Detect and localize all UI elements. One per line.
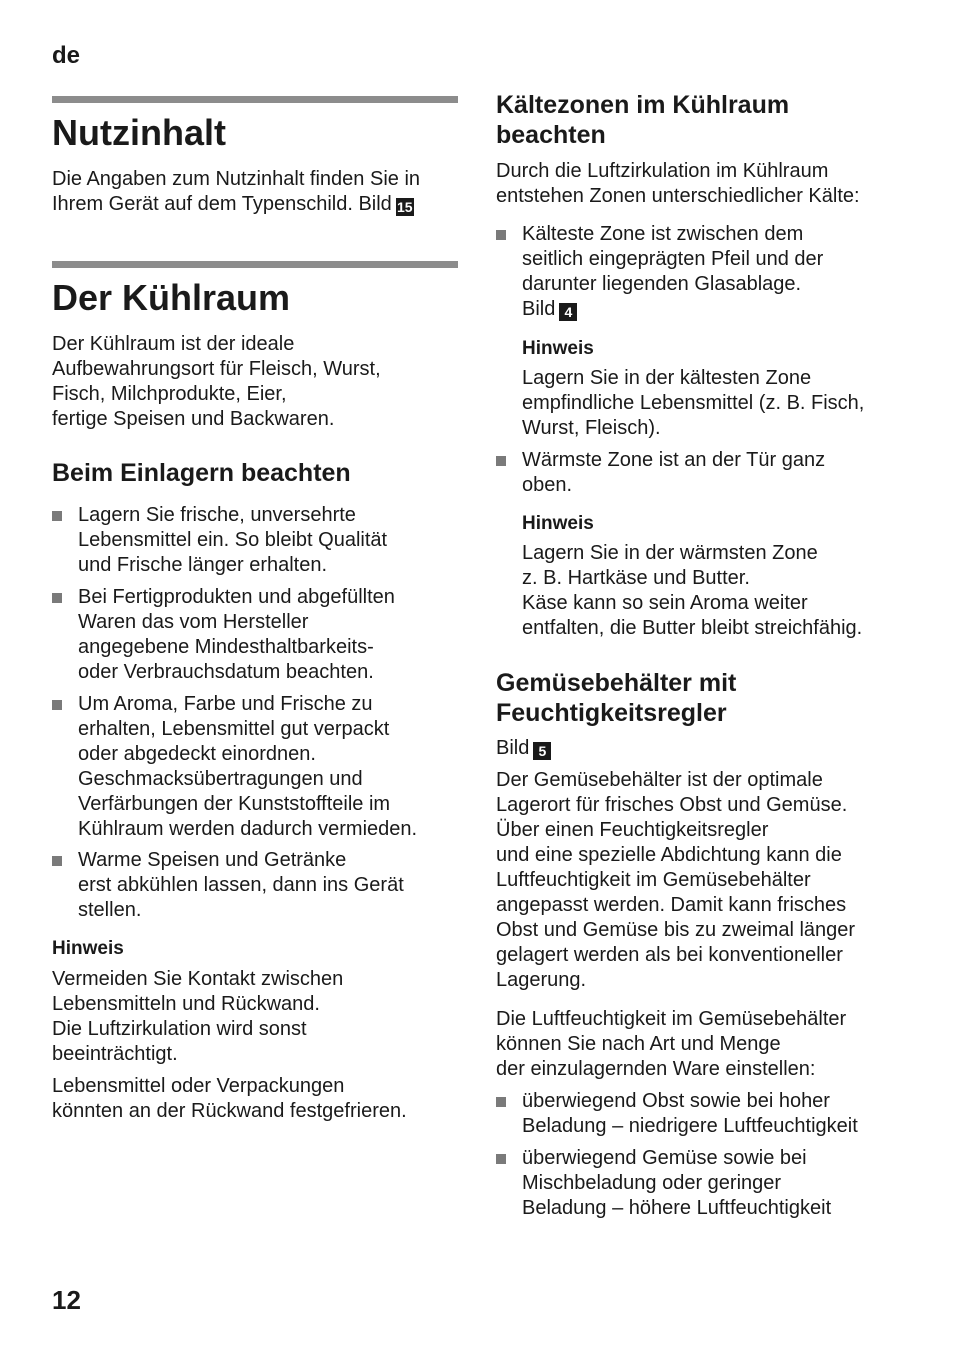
bullet-square-icon xyxy=(496,456,506,466)
gemuese-text: Die Luftfeuchtigkeit im Gemüsebehälter können Sie nach Art und Menge der einzulagernden Ware einstellen: xyxy=(496,1008,847,1080)
figure-ref-badge: 5 xyxy=(533,742,551,760)
subsection-title-einlagern: Beim Einlagern beachten xyxy=(52,459,351,487)
language-tag: de xyxy=(52,42,81,69)
list-item xyxy=(496,1089,908,1139)
list-item xyxy=(496,448,908,498)
note-title: Hinweis xyxy=(52,938,124,959)
list-item-text: überwiegend Gemüse sowie bei Mischbeladung oder geringer Beladung – höhere Luftfeuchtigkeit xyxy=(522,1147,832,1219)
nutzinhalt-text-body: Die Angaben zum Nutzinhalt finden Sie in Ihrem Gerät auf dem Typenschild. Bild xyxy=(52,168,421,215)
gemuese-text: Der Gemüsebehälter ist der optimale Lagerort für frisches Obst und Gemüse. Über einen Feuchtigkeitsregler und eine spezielle Abdichtung kann die Luftfeuchtigkeit im Gemüsebehälter angepasst werden. Damit kann frisches Obst und Gemüse bis zu zweimal länger gelagert werden als bei konventioneller Lagerung. xyxy=(496,769,856,991)
note-title: Hinweis xyxy=(522,513,594,534)
section-title-nutzinhalt: Nutzinhalt xyxy=(52,112,226,153)
bullet-square-icon xyxy=(496,1154,506,1164)
subsection-title-kaeltezonen: Kältezonen im Kühlraum beachten xyxy=(496,91,790,149)
list-item xyxy=(52,692,458,842)
list-item xyxy=(496,1146,908,1221)
list-item-text-body: Kälteste Zone ist zwischen dem seitlich eingeprägten Pfeil und der darunter liegenden Glasablage. xyxy=(522,223,824,295)
list-item xyxy=(52,503,458,578)
note-text: Lagern Sie in der kältesten Zone empfindliche Lebensmittel (z. B. Fisch, Wurst, Fleisch). xyxy=(522,367,865,439)
list-item-text xyxy=(522,222,908,322)
figure-ref-label: Bild xyxy=(522,298,556,320)
figure-ref-line xyxy=(496,736,551,761)
page-number: 12 xyxy=(52,1285,81,1315)
list-item xyxy=(52,848,458,923)
bullet-square-icon xyxy=(496,230,506,240)
note-text: Lagern Sie in der wärmsten Zone z. B. Hartkäse und Butter. Käse kann so sein Aroma weiter entfalten, die Butter bleibt streichfähig. xyxy=(522,542,863,639)
list-item-text: Bei Fertigprodukten und abgefüllten Waren das vom Hersteller angegebene Mindesthaltbarkeits- oder Verbrauchsdatum beachten. xyxy=(78,586,395,683)
nutzinhalt-text xyxy=(52,167,420,217)
list-item xyxy=(496,222,908,322)
list-item-text: Wärmste Zone ist an der Tür ganz oben. xyxy=(522,449,826,496)
section-rule xyxy=(52,261,458,268)
figure-ref-badge: 4 xyxy=(559,303,577,321)
figure-ref-label: Bild xyxy=(496,737,530,759)
bullet-square-icon xyxy=(496,1097,506,1107)
bullet-square-icon xyxy=(52,593,62,603)
note-text: Vermeiden Sie Kontakt zwischen Lebensmitteln und Rückwand. Die Luftzirkulation wird sonst beeinträchtigt. xyxy=(52,968,344,1065)
list-item-text: Lagern Sie frische, unversehrte Lebensmittel ein. So bleibt Qualität und Frische länger erhalten. xyxy=(78,504,388,576)
section-rule xyxy=(52,96,458,103)
note-title: Hinweis xyxy=(522,338,594,359)
list-item-text: überwiegend Obst sowie bei hoher Beladung – niedrigere Luftfeuchtigkeit xyxy=(522,1090,858,1137)
list-item xyxy=(52,585,458,685)
figure-ref-badge: 15 xyxy=(397,199,413,215)
bullet-square-icon xyxy=(52,511,62,521)
kaeltezonen-text: Durch die Luftzirkulation im Kühlraum entstehen Zonen unterschiedlicher Kälte: xyxy=(496,160,860,207)
note-text: Lebensmittel oder Verpackungen könnten an der Rückwand festgefrieren. xyxy=(52,1075,407,1122)
section-title-kuehlraum: Der Kühlraum xyxy=(52,277,291,318)
list-item-text: Um Aroma, Farbe und Frische zu erhalten, Lebensmittel gut verpackt oder abgedeckt einordnen. Geschmacksübertragungen und Verfärbungen der Kunststoffteile im Kühlraum werden dadurch vermieden. xyxy=(78,693,418,840)
bullet-square-icon xyxy=(52,856,62,866)
list-item-text: Warme Speisen und Getränke erst abkühlen lassen, dann ins Gerät stellen. xyxy=(78,849,404,921)
bullet-square-icon xyxy=(52,700,62,710)
subsection-title-gemuesebehaelter: Gemüsebehälter mit Feuchtigkeitsregler xyxy=(496,669,737,727)
kuehlraum-text: Der Kühlraum ist der ideale Aufbewahrungsort für Fleisch, Wurst, Fisch, Milchprodukte, Eier, fertige Speisen und Backwaren. xyxy=(52,333,381,430)
